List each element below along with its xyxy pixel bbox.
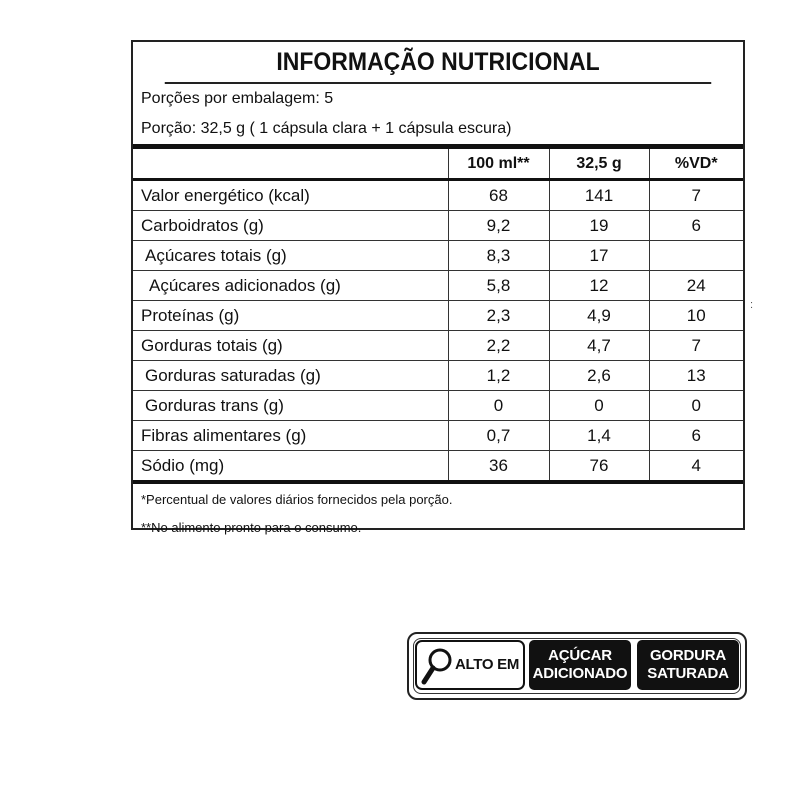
column-header-100ml: 100 ml** <box>448 149 549 180</box>
value-per-100ml: 9,2 <box>448 211 549 241</box>
table-row <box>133 301 743 331</box>
nutrition-table <box>133 149 743 484</box>
value-per-portion: 1,4 <box>549 421 649 451</box>
value-per-portion: 141 <box>549 180 649 211</box>
value-per-portion: 4,9 <box>549 301 649 331</box>
nutrient-name: Gorduras totais (g) <box>133 331 448 361</box>
nutrition-facts-panel <box>131 40 745 535</box>
value-per-portion: 19 <box>549 211 649 241</box>
table-row <box>133 361 743 391</box>
nutrient-name: Valor energético (kcal) <box>133 180 448 211</box>
added-sugar-line1: AÇÚCAR <box>548 647 612 664</box>
saturated-fat-line1: GORDURA <box>649 647 727 664</box>
value-per-portion: 4,7 <box>549 331 649 361</box>
nutrient-name: Carboidratos (g) <box>133 211 448 241</box>
value-vd: 7 <box>649 180 743 211</box>
value-per-100ml: 2,3 <box>448 301 549 331</box>
stray-mark: : <box>750 299 754 311</box>
footnote-vd: *Percentual de valores diários fornecidos pela porção. <box>141 492 453 507</box>
nutrient-name: Gorduras trans (g) <box>133 391 448 421</box>
value-per-100ml: 2,2 <box>448 331 549 361</box>
table-row <box>133 180 743 211</box>
nutrition-title: INFORMAÇÃO NUTRICIONAL <box>165 42 711 84</box>
value-vd: 0 <box>649 391 743 421</box>
value-per-100ml: 1,2 <box>448 361 549 391</box>
nutrient-name: Gorduras saturadas (g) <box>133 361 448 391</box>
value-vd <box>649 241 743 271</box>
value-per-portion: 76 <box>549 451 649 483</box>
column-header-portion: 32,5 g <box>549 149 649 180</box>
value-per-portion: 17 <box>549 241 649 271</box>
saturated-fat-tag <box>637 640 739 690</box>
value-vd: 10 <box>649 301 743 331</box>
alto-em-label: ALTO EM <box>455 656 520 673</box>
table-row <box>133 451 743 483</box>
nutrient-name: Fibras alimentares (g) <box>133 421 448 451</box>
value-per-100ml: 5,8 <box>448 271 549 301</box>
nutrient-name: Açúcares totais (g) <box>133 241 448 271</box>
value-per-portion: 0 <box>549 391 649 421</box>
value-per-100ml: 0,7 <box>448 421 549 451</box>
added-sugar-line2: ADICIONADO <box>532 665 628 682</box>
table-row <box>133 331 743 361</box>
header-empty-cell <box>133 149 448 180</box>
value-per-100ml: 36 <box>448 451 549 483</box>
footnote-ready-to-eat: **No alimento pronto para o consumo. <box>141 520 362 535</box>
table-row <box>133 391 743 421</box>
table-row <box>133 271 743 301</box>
saturated-fat-line2: SATURADA <box>647 665 729 682</box>
table-row <box>133 241 743 271</box>
value-per-portion: 2,6 <box>549 361 649 391</box>
value-vd: 24 <box>649 271 743 301</box>
serving-size: Porção: 32,5 g ( 1 cápsula clara + 1 cápsula escura) <box>133 114 743 149</box>
value-vd: 4 <box>649 451 743 483</box>
alto-em-box <box>415 640 525 690</box>
value-vd: 7 <box>649 331 743 361</box>
value-vd: 6 <box>649 421 743 451</box>
value-vd: 6 <box>649 211 743 241</box>
table-row <box>133 421 743 451</box>
magnifier-icon <box>421 646 455 686</box>
table-row <box>133 211 743 241</box>
value-per-100ml: 68 <box>448 180 549 211</box>
value-per-portion: 12 <box>549 271 649 301</box>
servings-per-package: Porções por embalagem: 5 <box>141 90 334 107</box>
table-header-row <box>133 149 743 180</box>
column-header-vd: %VD* <box>649 149 743 180</box>
value-per-100ml: 0 <box>448 391 549 421</box>
front-warning-seal <box>407 632 747 700</box>
added-sugar-tag <box>529 640 631 690</box>
nutrient-name: Proteínas (g) <box>133 301 448 331</box>
value-per-100ml: 8,3 <box>448 241 549 271</box>
nutrient-name: Açúcares adicionados (g) <box>133 271 448 301</box>
nutrient-name: Sódio (mg) <box>133 451 448 483</box>
value-vd: 13 <box>649 361 743 391</box>
